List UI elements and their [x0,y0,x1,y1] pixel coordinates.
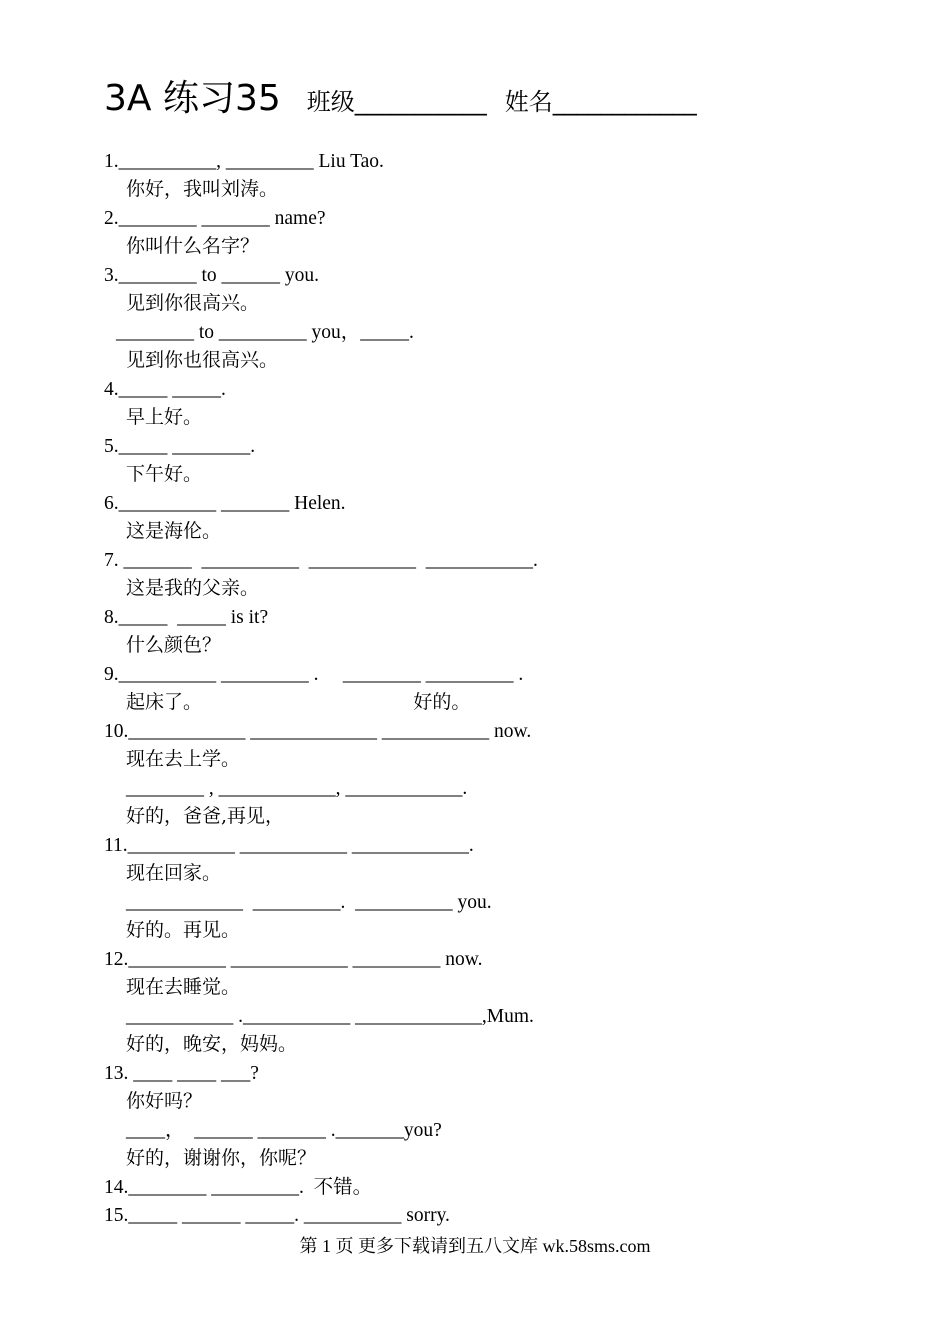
exercise-7-translation: 这是我的父亲。 [126,577,260,599]
exercise-10-reply-translation: 好的，爸爸,再见， [126,805,285,827]
exercise-3-reply-translation: 见到你也很高兴。 [126,349,279,371]
exercise-10-reply-prompt: ________ , ____________, ____________. [126,778,468,799]
exercise-4-prompt: 4._____ _____. [104,379,226,400]
exercise-8-translation: 什么颜色？ [126,634,222,656]
exercise-7-prompt: 7. _______ __________ ___________ ___________. [104,550,538,571]
exercise-13-reply-prompt: ____， ______ _______ ._______you? [126,1120,442,1141]
exercise-8-prompt: 8._____ _____ is it? [104,607,269,628]
exercise-10-prompt: 10.____________ _____________ ___________ now. [104,721,532,742]
exercise-13-translation: 你好吗？ [126,1090,203,1112]
exercise-13-prompt: 13. ____ ____ ___? [104,1063,259,1084]
exercise-9-translation: 起床了。 好的。 [126,691,471,713]
exercise-6-translation: 这是海伦。 [126,520,222,542]
exercise-13-reply-translation: 好的，谢谢你，你呢？ [126,1147,317,1169]
exercise-3-translation: 见到你很高兴。 [126,292,260,314]
exercise-11-reply-prompt: ____________ _________. __________ you. [126,892,492,913]
exercise-12-reply-prompt: ___________ .___________ _____________,Mum. [126,1006,534,1027]
exercise-6-prompt: 6.__________ _______ Helen. [104,493,346,514]
exercise-11-translation: 现在回家。 [126,862,222,884]
exercise-12-translation: 现在去睡觉。 [126,976,241,998]
worksheet-header [104,70,697,121]
exercise-10-translation: 现在去上学。 [126,748,241,770]
exercise-3-reply-prompt: ________ to _________ you，_____. [116,322,414,343]
exercise-9-prompt: 9.__________ _________ . ________ _________ . [104,664,524,685]
exercise-3-prompt: 3.________ to ______ you. [104,265,320,286]
page-title: 3A 练习35 [104,78,281,119]
name-field: 姓名____________ [504,88,697,116]
exercise-12-reply-translation: 好的，晚安，妈妈。 [126,1033,298,1055]
exercise-2-prompt: 2.________ _______ name? [104,208,326,229]
exercise-5-prompt: 5._____ ________. [104,436,256,457]
exercise-4-translation: 早上好。 [126,406,203,428]
exercise-2-translation: 你叫什么名字？ [126,235,260,257]
exercise-12-prompt: 12.__________ ____________ _________ now. [104,949,483,970]
exercise-11-reply-translation: 好的。再见。 [126,919,241,941]
exercise-14-prompt: 14.________ _________. 不错。 [104,1177,373,1198]
class-field: 班级___________ [306,88,487,116]
exercise-1-prompt: 1.__________, _________ Liu Tao. [104,151,384,172]
exercise-5-translation: 下午好。 [126,463,203,485]
exercise-15-prompt: 15._____ ______ _____. __________ sorry. [104,1205,450,1226]
exercise-11-prompt: 11.___________ ___________ ____________. [104,835,474,856]
page-footer: 第 1 页 更多下载请到五八文库 wk.58sms.com [299,1236,651,1256]
exercise-1-translation: 你好，我叫刘涛。 [126,178,279,200]
